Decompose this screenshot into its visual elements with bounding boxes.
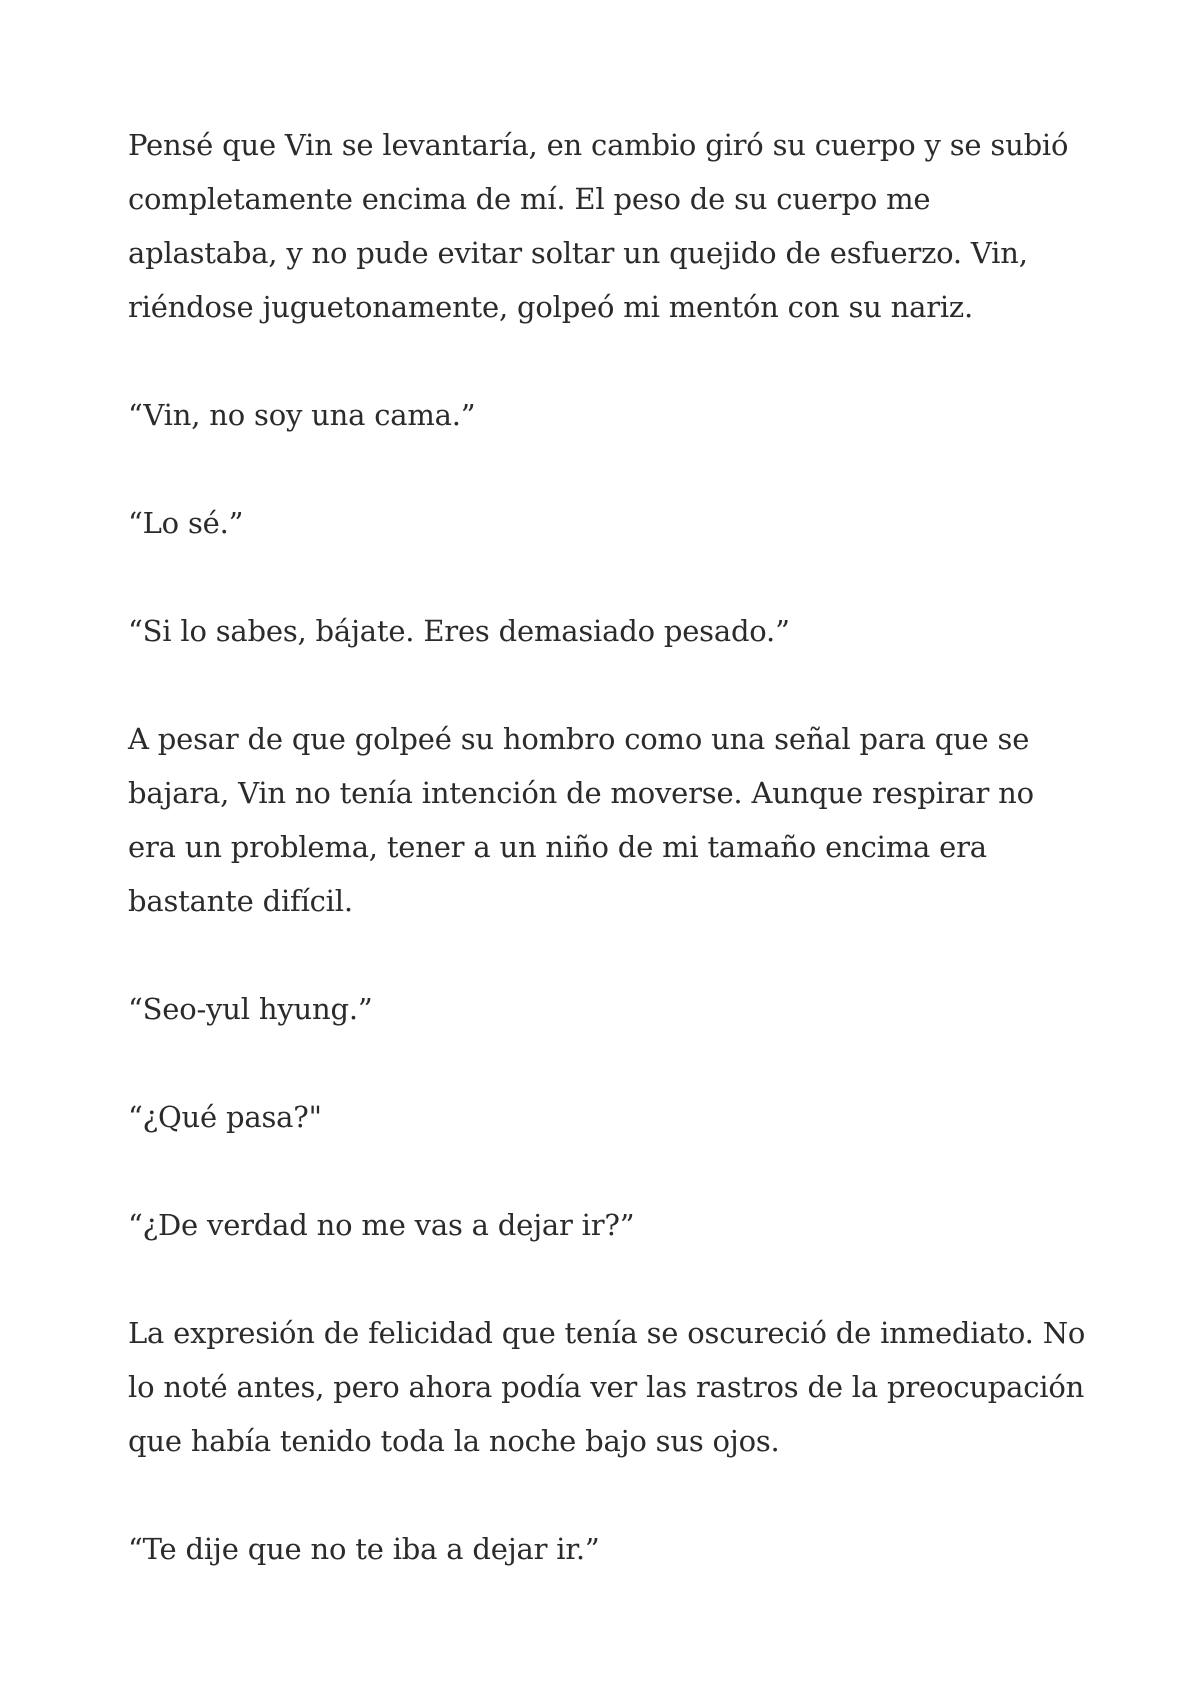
paragraph-dialogue-1: “Vin, no soy una cama.”	[128, 398, 476, 432]
paragraph-dialogue-7: “Te dije que no te iba a dejar ir.”	[128, 1532, 600, 1566]
paragraph-narration-3: La expresión de felicidad que tenía se oscureció de inmediato. No lo noté antes, pero ahora podía ver las rastros de la preocupación que había tenido toda la noche bajo sus ojos.	[128, 1316, 1086, 1458]
paragraph-narration-1: Pensé que Vin se levantaría, en cambio giró su cuerpo y se subió completamente encima de mí. El peso de su cuerpo me aplastaba, y no pude evitar soltar un quejido de esfuerzo. Vin, riéndose juguetonamente, golpeó mi mentón con su nariz.	[128, 128, 1069, 324]
paragraph-narration-2: A pesar de que golpeé su hombro como una señal para que se bajara, Vin no tenía intención de moverse. Aunque respirar no era un problema, tener a un niño de mi tamaño encima era bastante difícil.	[128, 722, 1034, 918]
paragraph-dialogue-4: “Seo-yul hyung.”	[128, 992, 373, 1026]
paragraph-dialogue-3: “Si lo sabes, bájate. Eres demasiado pesado.”	[128, 614, 790, 648]
paragraph-dialogue-5: “¿Qué pasa?"	[128, 1100, 322, 1134]
body-text	[128, 118, 1088, 1576]
paragraph-dialogue-6: “¿De verdad no me vas a dejar ir?”	[128, 1208, 635, 1242]
paragraph-dialogue-2: “Lo sé.”	[128, 506, 244, 540]
